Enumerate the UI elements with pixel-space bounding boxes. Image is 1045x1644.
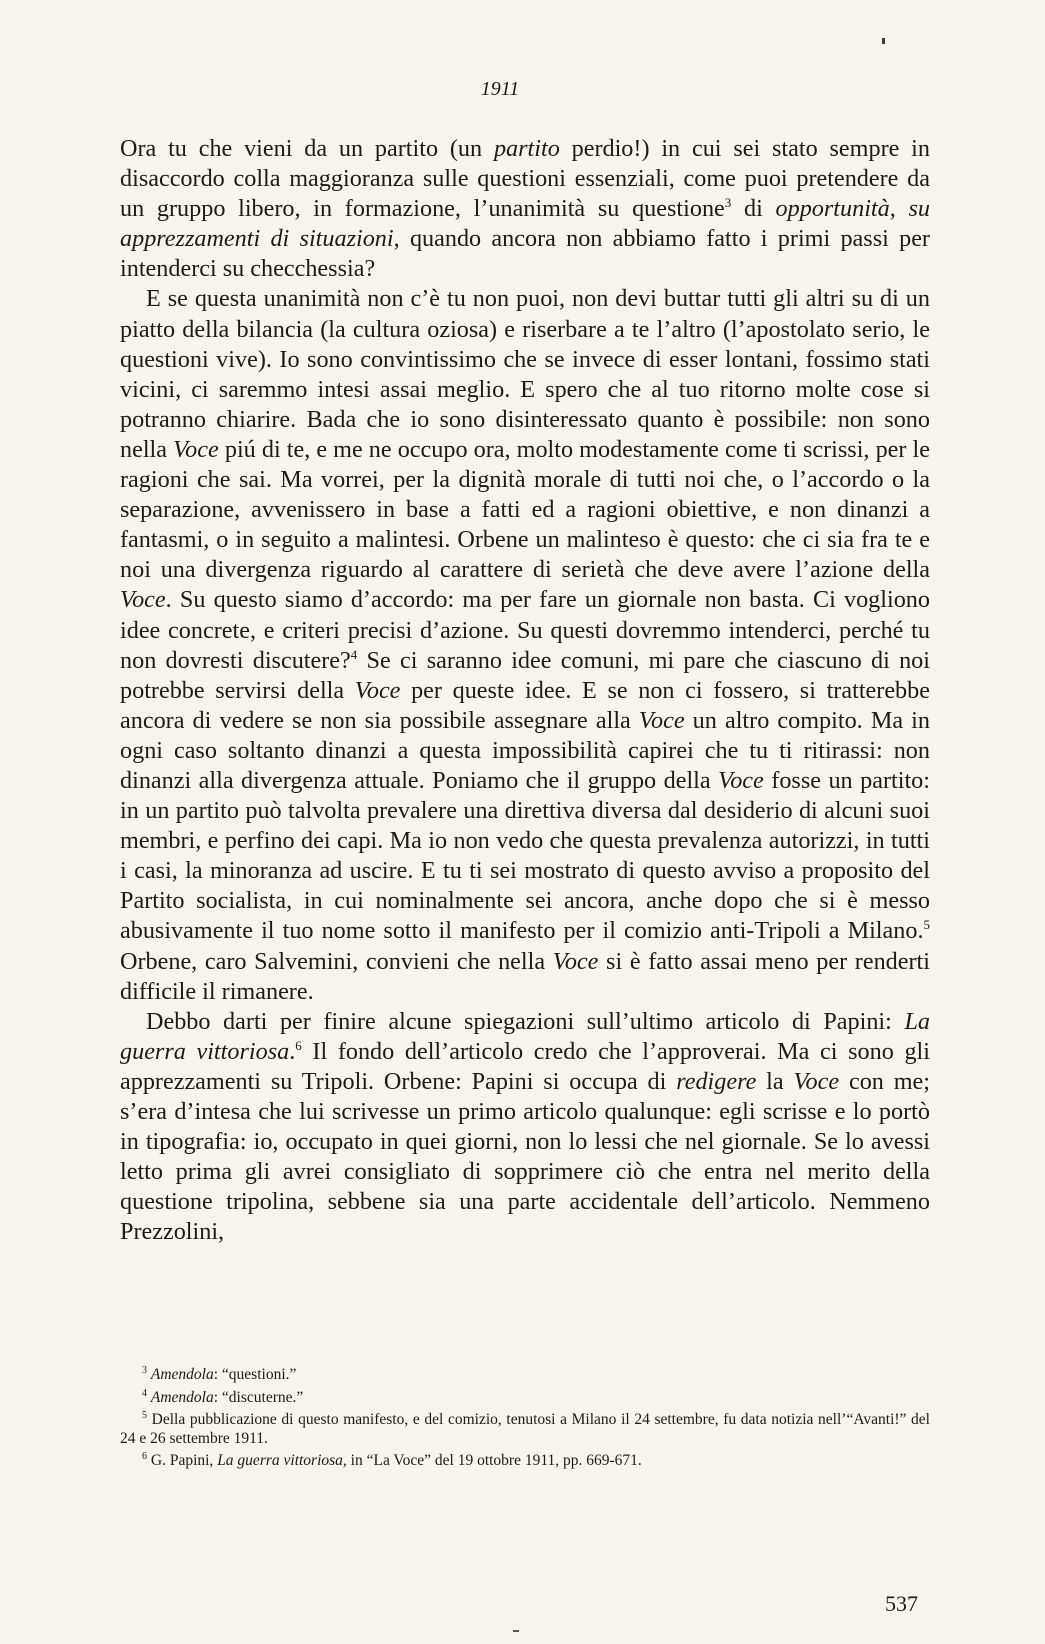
italic-text: Voce [793, 1067, 840, 1095]
italic-text: Voce [354, 676, 401, 704]
footnote [120, 1362, 930, 1385]
italic-text: Amendola [150, 1366, 214, 1384]
text-run: la [756, 1067, 794, 1095]
running-header-year: 1911 [480, 78, 520, 100]
text-run: fosse un partito: in un partito può talvolta prevalere una direttiva diversa dal desiderio di alcuni suoi membri, e perfino dei capi. Ma io non vedo che questa prevalenza autorizzi, in tutti i casi, la minoranza ad uscire. E tu ti sei mostrato di questo avviso a proposito del Partito socialista, in cui nominalmente sei ancora, anche dopo che si è messo abusivamente il tuo nome sotto il manifesto per il comizio anti-Tripoli a Milano. [120, 766, 930, 945]
text-run: Il fondo dell’articolo credo che l’approverai. Ma ci sono gli apprezzamenti su Tripoli. Orbene: Papini si occupa di [120, 1037, 930, 1095]
italic-text: Amendola [150, 1388, 214, 1406]
footnote [120, 1385, 930, 1408]
ink-mark [882, 38, 885, 44]
footnote-ref: 4 [350, 646, 358, 662]
ink-mark-bottom [513, 1630, 519, 1632]
footnotes [120, 1362, 930, 1471]
italic-text: Voce [120, 586, 166, 614]
footnote [120, 1448, 930, 1471]
footnote-ref: 3 [724, 195, 732, 211]
italic-text: redigere [676, 1067, 757, 1095]
text-run: . [289, 1037, 296, 1065]
text-run: : “questioni.” [213, 1366, 297, 1384]
text-run: , in “La Voce” del 19 ottobre 1911, pp. 669-671. [342, 1452, 642, 1470]
italic-text: partito [493, 135, 560, 162]
italic-text: Voce [173, 435, 219, 463]
text-run: : “discuterne.” [213, 1388, 304, 1406]
text-run: E se questa unanimità non c’è tu non puoi, non devi buttar tutti gli altri su di un piatto della bilancia (la cultura oziosa) e riserbare a te l’altro (l’apostolato serio, le questioni vive). Io sono convintissimo che se invece di esser lontani, fossimo stati vicini, ci saremmo intesi assai meglio. E spero che al tuo ritorno molte cose si potranno chiarire. Bada che io sono disinteressato quanto è possibile: non sono nella [120, 285, 930, 463]
text-run: di [731, 195, 776, 223]
italic-text: La guerra vittoriosa [217, 1452, 343, 1470]
italic-text: La guerra vittoriosa [120, 1007, 930, 1065]
text-run: Della pubblicazione di questo manifesto, e del comizio, tenutosi a Milano il 24 settembre, fu data notizia nell’“Avanti!” del 24 e 26 settembre 1911. [120, 1411, 930, 1447]
text-run: Se ci saranno idee comuni, mi pare che ciascuno di noi potrebbe servirsi della [120, 646, 930, 704]
footnote-ref: 5 [923, 917, 930, 933]
letter-body [120, 134, 930, 1247]
text-run: piú di te, e me ne occupo ora, molto modestamente come ti scrissi, per le ragioni che sai. Ma vorrei, per la dignità morale di tutti noi che, o l’accordo o la separazione, avvenissero in base a fatti ed a ragioni obiettive, e non dinanzi a fantasmi, o in seguito a malintesi. Orbene un malinteso è questo: che ci sia fra te e noi una divergenza riguardo al carattere di serietà che deve avere l’azione della [120, 435, 930, 584]
text-run: si è fatto assai meno per renderti difficile il rimanere. [120, 947, 930, 1005]
footnote-number: 4 [142, 1387, 147, 1399]
paragraph [120, 284, 930, 1006]
footnote [120, 1407, 930, 1448]
text-run: . Su questo siamo d’accordo: ma per fare un giornale non basta. Ci vogliono idee concrete, e criteri precisi d’azione. Su questi dovremmo intenderci, perché tu non dovresti discutere? [120, 586, 930, 674]
italic-text: Voce [638, 706, 685, 734]
page-number: 537 [885, 1591, 918, 1616]
text-run: G. Papini, [150, 1452, 218, 1470]
footnote-number: 3 [142, 1365, 147, 1376]
text-run: Debbo darti per finire alcune spiegazioni sull’ultimo articolo di Papini: [146, 1007, 905, 1035]
italic-text: Voce [552, 947, 599, 975]
footnote-number: 6 [142, 1451, 147, 1463]
italic-text: Voce [718, 766, 764, 794]
text-run: con me; s’era d’intesa che lui scrivesse un primo articolo qualunque: egli scrisse e lo portò in tipografia: io, occupato in quei giorni, non lo lessi che nel giornale. Se lo avessi letto prima gli avrei consigliato di sopprimere ciò che entra nel merito della questione tripolina, sebbene sia una parte accidentale dell’articolo. Nemmeno Prezzolini, [120, 1067, 930, 1246]
italic-text: opportunità, su apprezzamenti di situazioni [120, 195, 930, 253]
footnote-number: 5 [142, 1410, 147, 1422]
text-run: , quando ancora non abbiamo fatto i primi passi per intenderci su checchessia? [120, 225, 930, 283]
text-run: un altro compito. Ma in ogni caso soltanto dinanzi a questa impossibilità capirei che tu ti ritirassi: non dinanzi alla divergenza attuale. Poniamo che il gruppo della [120, 706, 930, 794]
text-run: Ora tu che vieni da un partito (un [120, 135, 494, 162]
text-run: per queste idee. E se non ci fossero, si tratterebbe ancora di vedere se non sia possibile assegnare alla [120, 676, 930, 734]
footnote-ref: 6 [295, 1037, 302, 1053]
text-run: perdio!) in cui sei stato sempre in disaccordo colla maggioranza sulle questioni essenziali, come puoi pretendere da un gruppo libero, in formazione, l’unanimità su questione [120, 135, 930, 223]
text-run: Orbene, caro Salvemini, convieni che nella [120, 947, 553, 975]
paragraph [120, 134, 930, 284]
paragraph [120, 1007, 930, 1248]
